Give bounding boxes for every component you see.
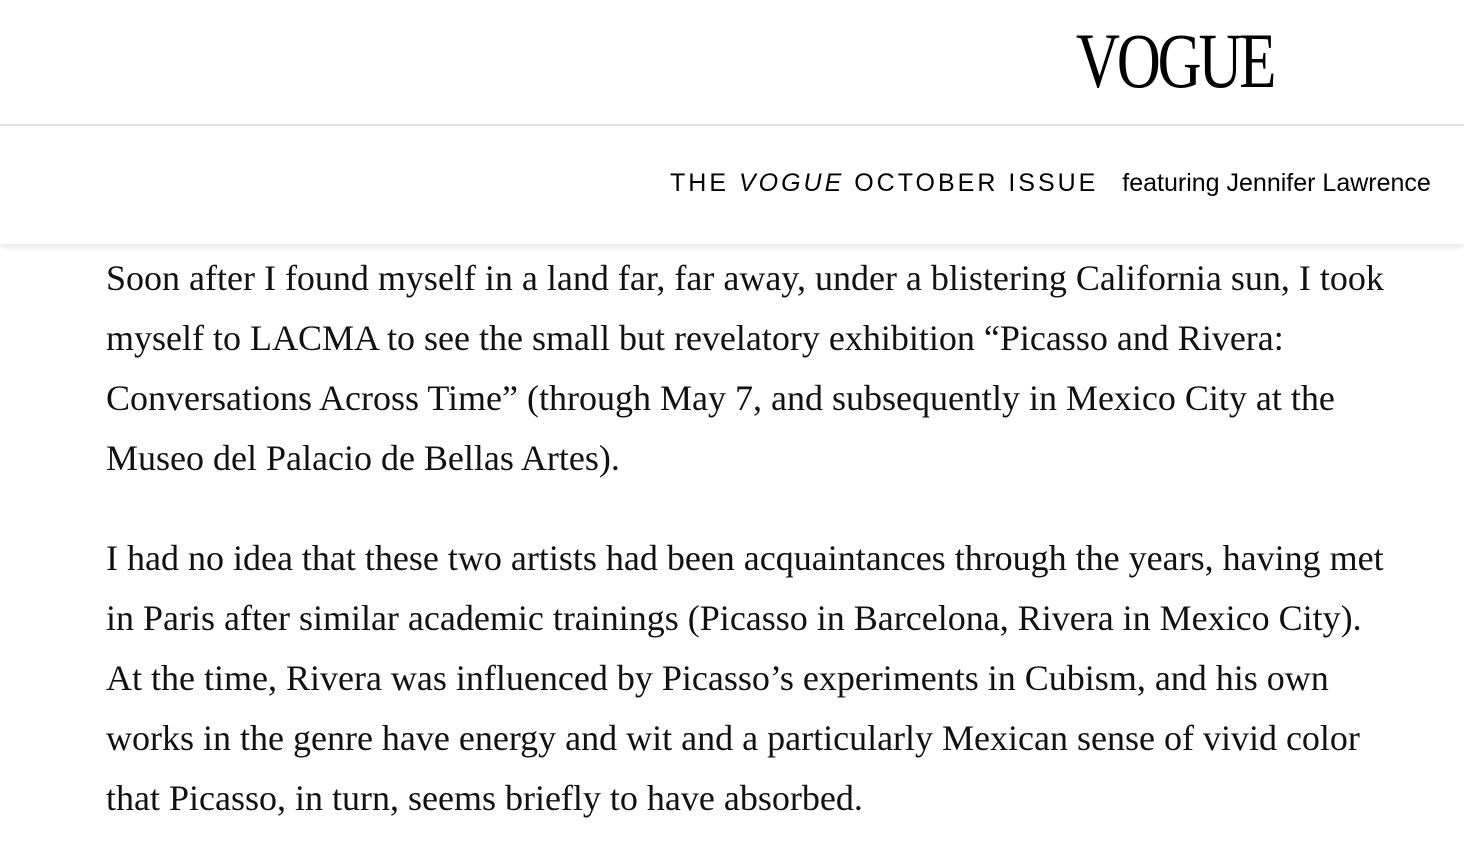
article-paragraph: Soon after I found myself in a land far, far away, under a blistering California sun, I took myself to LACMA to see the small but revelatory exhibition “Picasso and Rivera: Conversations Across Time” (through May 7, and subsequently in Mexico City at the Museo del Palacio de Bellas Artes). bbox=[106, 258, 1384, 478]
promo-prefix: THE bbox=[670, 169, 729, 197]
promo-subtitle: featuring Jennifer Lawrence bbox=[1122, 169, 1431, 197]
article-paragraph: I had no idea that these two artists had been acquaintances through the years, having met in Paris after similar academic trainings (Picasso in Barcelona, Rivera in Mexico City). At the time, Rivera was influenced by Picasso’s experiments in Cubism, and his own works in the genre have energy and wit and a particularly Mexican sense of vivid color that Picasso, in turn, seems briefly to have absorbed. bbox=[106, 538, 1384, 818]
vogue-logo-link[interactable]: VOGUE bbox=[1076, 17, 1274, 104]
october-issue-link[interactable] bbox=[670, 169, 1431, 198]
article-body bbox=[106, 248, 1396, 846]
promo-brand: VOGUE bbox=[738, 169, 845, 197]
promo-title bbox=[670, 169, 1108, 197]
issue-promo-bar bbox=[0, 126, 1464, 244]
promo-suffix: OCTOBER ISSUE bbox=[854, 169, 1099, 197]
masthead bbox=[0, 0, 1464, 126]
